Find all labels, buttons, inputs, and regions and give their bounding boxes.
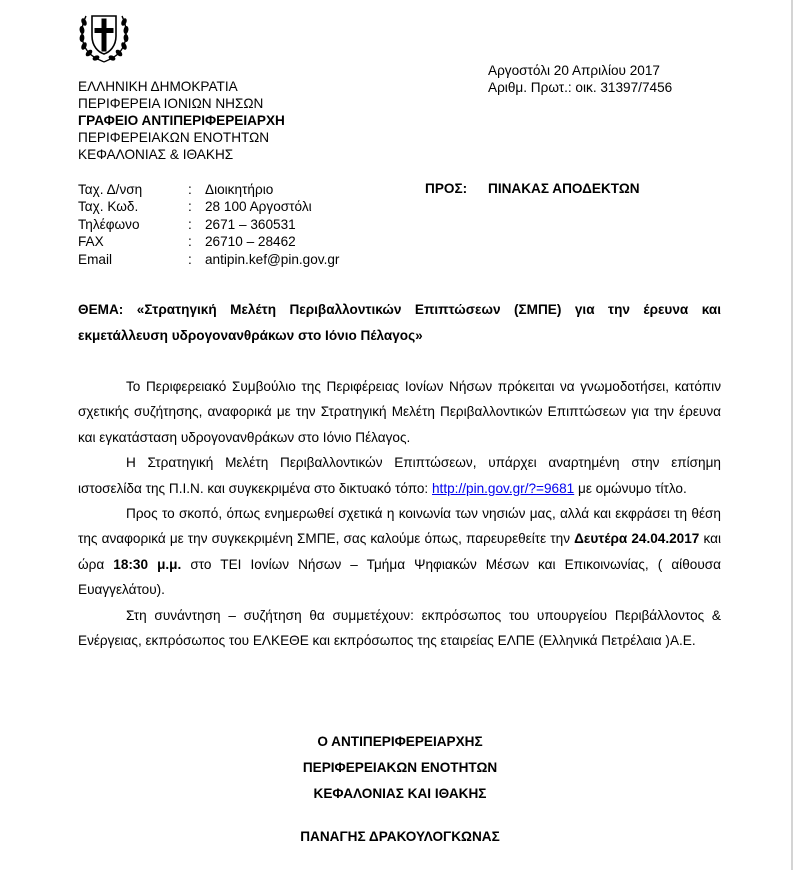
body-text: Η Στρατηγική Μελέτη Περιβαλλοντικών Επιπτώσεων, υπάρχει αναρτημένη στην επίσημη ιστοσελίδα της Π.Ι.Ν. και συγκεκριμένα στο δικτυακό τόπο:	[78, 455, 721, 496]
signature-line: ΠΕΡΙΦΕΡΕΙΑΚΩΝ ΕΝΟΤΗΤΩΝ	[302, 760, 498, 775]
issuer-line: ΕΛΛΗΝΙΚΗ ΔΗΜΟΚΡΑΤΙΑ	[78, 79, 238, 94]
issuer-block	[78, 78, 285, 163]
contact-label: FAX	[78, 234, 104, 250]
meeting-date: Δευτέρα 24.04.2017	[574, 531, 700, 547]
contact-value: 28 100 Αργοστόλι	[205, 199, 312, 215]
body-paragraph: Στη συνάντηση – συζήτηση θα συμμετέχουν: εκπρόσωπος του υπουργείου Περιβάλλοντος & Ενέργειας, εκπρόσωπος του ΕΛΚΕΘΕ και εκπρόσωπος της εταιρείας ΕΛΠΕ (Ελληνικά Πετρέλαια )Α.Ε.	[78, 607, 721, 649]
issuer-line: ΚΕΦΑΛΟΝΙΑΣ & ΙΘΑΚΗΣ	[78, 147, 234, 162]
recipient-label: ΠΡΟΣ:	[425, 181, 468, 196]
body-text: Προς το σκοπό, όπως ενημερωθεί σχετικά η κοινωνία των νησιών μας, αλλά και εκφράσει τη θέση της αναφορικά με την συγκεκριμένη ΣΜΠΕ, σας καλούμε όπως, παρευρεθείτε την	[78, 506, 721, 547]
signature-line: Ο ΑΝΤΙΠΕΡΙΦΕΡΕΙΑΡΧΗΣ	[317, 734, 483, 749]
contact-label: Τηλέφωνο	[78, 216, 140, 232]
body-text: στο ΤΕΙ Ιονίων Νήσων – Τμήμα Ψηφιακών Μέσων και Επικοινωνίας, ( αίθουσα Ευαγγελάτου).	[78, 556, 722, 598]
document-date: Αργοστόλι 20 Απριλίου 2017	[488, 63, 660, 78]
body-paragraph	[78, 450, 721, 501]
body-text: με ομώνυμο τίτλο.	[574, 480, 687, 496]
website-link[interactable]: http://pin.gov.gr/?=9681	[432, 480, 575, 496]
date-block	[488, 62, 672, 96]
issuer-line: ΠΕΡΙΦΕΡΕΙΑ ΙΟΝΙΩΝ ΝΗΣΩΝ	[78, 96, 264, 111]
contact-separator: :	[188, 199, 192, 215]
body-text: και ώρα	[78, 531, 721, 572]
body-paragraph	[78, 501, 721, 603]
meeting-time: 18:30 μ.μ.	[113, 556, 182, 572]
contact-value: 26710 – 28462	[205, 234, 296, 250]
contact-separator: :	[188, 182, 192, 197]
letter-body	[78, 374, 721, 653]
issuer-line: ΠΕΡΙΦΕΡΕΙΑΚΩΝ ΕΝΟΤΗΤΩΝ	[78, 130, 270, 145]
issuer-line: ΓΡΑΦΕΙΟ ΑΝΤΙΠΕΡΙΦΕΡΕΙΑΡΧΗ	[78, 113, 285, 128]
greek-coat-of-arms-icon	[76, 6, 132, 64]
contact-value: Διοικητήριο	[205, 182, 274, 197]
contact-value: 2671 – 360531	[205, 216, 296, 232]
contact-separator: :	[188, 234, 192, 250]
contact-separator: :	[188, 216, 192, 232]
subject-line: ΘΕΜΑ: «Στρατηγική Μελέτη Περιβαλλοντικών Επιπτώσεων (ΣΜΠΕ) για την έρευνα και εκμετάλλευση υδρογονανθράκων στο Ιόνιο Πέλαγος»	[78, 302, 721, 343]
signature-line: ΚΕΦΑΛΟΝΙΑΣ ΚΑΙ ΙΘΑΚΗΣ	[313, 786, 487, 801]
contact-separator: :	[188, 251, 192, 267]
body-paragraph: Το Περιφερειακό Συμβούλιο της Περιφέρειας Ιονίων Νήσων πρόκειται να γνωμοδοτήσει, κατόπιν σχετικής συζήτησης, αναφορικά με την Στρατηγική Μελέτη Περιβαλλοντικών Επιπτώσεων για την έρευνα και εγκατάσταση υδρογονανθράκων στο Ιόνιο Πέλαγος.	[78, 379, 721, 445]
signature-block	[200, 729, 600, 807]
contact-label: Email	[78, 251, 112, 267]
protocol-number: Αριθμ. Πρωτ.: οικ. 31397/7456	[488, 80, 673, 95]
contact-label: Ταχ. Κωδ.	[78, 199, 139, 215]
contact-value: antipin.kef@pin.gov.gr	[205, 251, 340, 267]
contact-label: Ταχ. Δ/νση	[78, 182, 143, 197]
recipient-value: ΠΙΝΑΚΑΣ ΑΠΟΔΕΚΤΩΝ	[488, 181, 640, 196]
signatory-name: ΠΑΝΑΓΗΣ ΔΡΑΚΟΥΛΟΓΚΩΝΑΣ	[300, 829, 500, 844]
